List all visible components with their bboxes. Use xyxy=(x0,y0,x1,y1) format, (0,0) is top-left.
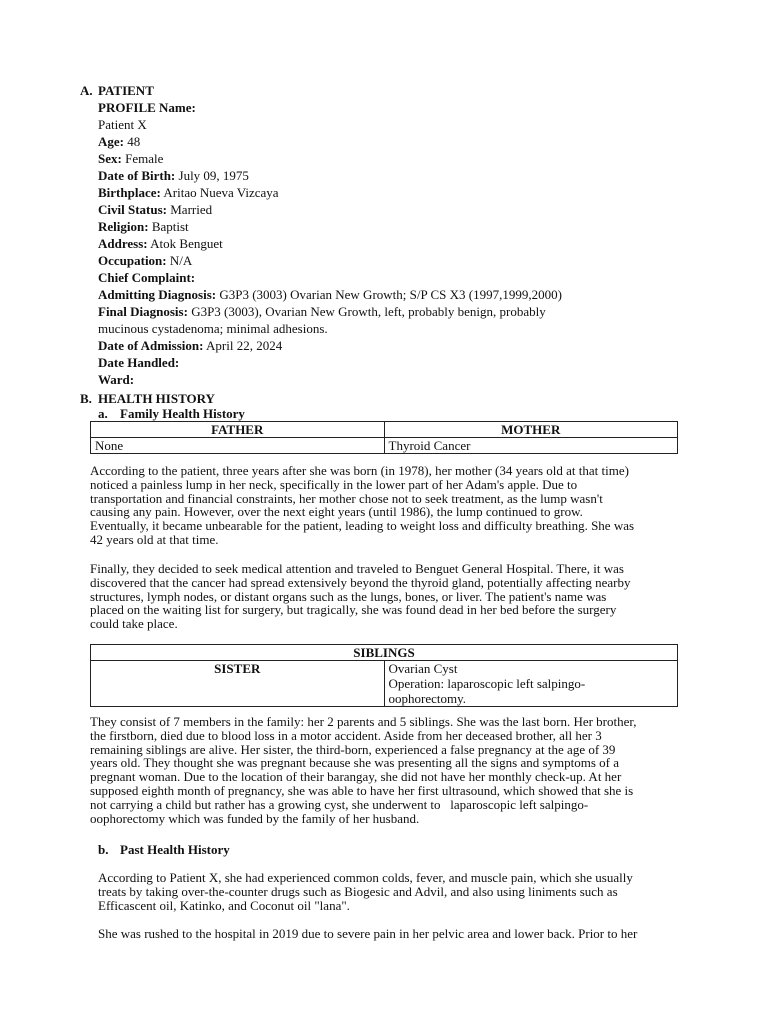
section-a-heading: PATIENT xyxy=(98,83,154,98)
profile-field-row xyxy=(98,287,562,303)
past-health-history-heading: Past Health History xyxy=(120,842,230,857)
family-history-paragraph-1 xyxy=(90,464,634,547)
paragraph-line: oophorectomy which was funded by the family of her husband. xyxy=(90,810,420,826)
mother-cell: Thyroid Cancer xyxy=(384,438,678,454)
past-history-paragraph-1 xyxy=(98,871,633,912)
profile-field-row xyxy=(98,270,195,286)
profile-field-value: Married xyxy=(170,202,213,217)
profile-field-label: Civil Status: xyxy=(98,202,167,217)
siblings-paragraph xyxy=(90,715,636,825)
profile-field-value: N/A xyxy=(169,253,193,268)
paragraph-line: Finally, they decided to seek medical attention and traveled to Benguet General Hospital. There, it was xyxy=(90,561,624,576)
mother-header: MOTHER xyxy=(384,422,678,438)
profile-field-row xyxy=(98,202,212,218)
profile-field-row xyxy=(98,338,282,354)
paragraph-line: noticed a painless lump in her neck, specifically in the lower part of her Adam's apple. Due to xyxy=(90,476,578,492)
section-b-heading: HEALTH HISTORY xyxy=(98,391,215,406)
sister-operation: Operation: laparoscopic left salpingo- xyxy=(388,676,586,691)
profile-field-label: Occupation: xyxy=(98,253,167,268)
profile-field-label: Religion: xyxy=(98,219,149,234)
paragraph-line: According to the patient, three years after she was born (in 1978), her mother (34 years old at that time) xyxy=(90,463,629,478)
parents-table-row xyxy=(91,438,678,454)
siblings-table-row xyxy=(91,661,678,707)
paragraph-line: structures, lymph nodes, or distant organs such as the lungs, bones, or liver. The patient's name was xyxy=(90,588,607,604)
family-health-history-heading: Family Health History xyxy=(120,406,245,421)
profile-field-value: G3P3 (3003) Ovarian New Growth; S/P CS X3 (1997,1999,2000) xyxy=(219,287,562,302)
paragraph-line: supposed eighth month of pregnancy, she was able to have her first ultrasound, which showed that she is xyxy=(90,782,634,798)
subsection-a-letter: a. xyxy=(98,406,108,421)
profile-field-row xyxy=(98,219,189,235)
patient-name-value: Patient X xyxy=(98,117,147,132)
profile-field-row xyxy=(98,355,179,371)
profile-field-row xyxy=(98,134,140,150)
paragraph-line: not carrying a child but rather has a growing cyst, she underwent to laparoscopic left salpingo- xyxy=(90,796,589,812)
profile-field-row xyxy=(98,253,192,269)
sister-details-cell xyxy=(384,661,678,707)
profile-field-label: Admitting Diagnosis: xyxy=(98,287,217,302)
sister-cell: SISTER xyxy=(91,661,385,707)
paragraph-line: years old. They thought she was pregnant because she was presenting all the signs and symptoms of a xyxy=(90,755,620,771)
subsection-b-letter: b. xyxy=(98,842,109,857)
profile-field-label: Date of Admission: xyxy=(98,338,204,353)
parents-table-header-row xyxy=(91,422,678,438)
profile-field-value: Atok Benguet xyxy=(150,236,223,251)
profile-field-value: Female xyxy=(125,151,164,166)
paragraph-line: Eventually, it became unbearable for the patient, leading to weight loss and difficulty breathing. She was xyxy=(90,518,635,534)
profile-field-value: G3P3 (3003), Ovarian New Growth, left, probably benign, probably xyxy=(191,304,546,319)
past-history-paragraph-2 xyxy=(98,927,637,941)
siblings-table xyxy=(90,644,678,707)
profile-field-label: Age: xyxy=(98,134,124,149)
section-a-letter: A. xyxy=(80,83,93,98)
profile-field-label: Chief Complaint: xyxy=(98,270,196,285)
paragraph-line: According to Patient X, she had experienced common colds, fever, and muscle pain, which she usually xyxy=(98,870,633,885)
profile-field-label: Date of Birth: xyxy=(98,168,176,183)
profile-field-row xyxy=(98,372,134,388)
profile-field-value: 48 xyxy=(127,134,141,149)
parents-table xyxy=(90,421,678,454)
profile-field-label: Sex: xyxy=(98,151,122,166)
paragraph-line: transportation and financial constraints, her mother chose not to seek treatment, as the lump wasn't xyxy=(90,490,603,506)
family-history-paragraph-2 xyxy=(90,562,631,631)
sister-operation-cont: oophorectomy. xyxy=(388,691,466,706)
paragraph-line: remaining siblings are alive. Her sister, the third-born, experienced a false pregnancy at the age of 39 xyxy=(90,741,616,757)
profile-field-label: Final Diagnosis: xyxy=(98,304,188,319)
profile-field-value: Baptist xyxy=(151,219,189,234)
profile-field-value: Aritao Nueva Vizcaya xyxy=(163,185,279,200)
paragraph-line: discovered that the cancer had spread extensively beyond the thyroid gland, potentially affecting nearby xyxy=(90,574,631,590)
sister-condition: Ovarian Cyst xyxy=(388,661,458,676)
paragraph-line: 42 years old at that time. xyxy=(90,531,219,547)
paragraph-line: They consist of 7 members in the family: her 2 parents and 5 siblings. She was the last born. Her brother, xyxy=(90,714,637,729)
profile-field-row xyxy=(98,304,546,320)
profile-field-row xyxy=(98,236,223,252)
section-b-letter: B. xyxy=(80,391,92,406)
profile-field-value: July 09, 1975 xyxy=(178,168,249,183)
profile-field-label: Ward: xyxy=(98,372,135,387)
paragraph-line: could take place. xyxy=(90,616,178,632)
paragraph-line: pregnant woman. Due to the location of their barangay, she did not have her monthly check-up. At her xyxy=(90,769,622,785)
profile-field-row xyxy=(98,168,249,184)
paragraph-line: placed on the waiting list for surgery, but tragically, she was found dead in her bed before the surgery xyxy=(90,602,617,618)
profile-field-label: Address: xyxy=(98,236,148,251)
final-diagnosis-continuation: mucinous cystadenoma; minimal adhesions. xyxy=(98,321,328,336)
paragraph-line: causing any pain. However, over the next eight years (until 1986), the lump continued to grow. xyxy=(90,504,583,520)
profile-field-row xyxy=(98,151,163,167)
siblings-header: SIBLINGS xyxy=(91,645,678,661)
profile-field-label: Birthplace: xyxy=(98,185,161,200)
paragraph-line: treats by taking over-the-counter drugs such as Biogesic and Advil, and also using liniments such as xyxy=(98,883,618,899)
profile-field-label: Date Handled: xyxy=(98,355,180,370)
father-header: FATHER xyxy=(91,422,385,438)
profile-field-row xyxy=(98,185,279,201)
siblings-table-header-row xyxy=(91,645,678,661)
profile-field-value: April 22, 2024 xyxy=(206,338,283,353)
father-cell: None xyxy=(91,438,385,454)
profile-name-label: PROFILE Name: xyxy=(98,100,196,115)
paragraph-line: Efficascent oil, Katinko, and Coconut oil "lana". xyxy=(98,897,350,913)
paragraph-line: She was rushed to the hospital in 2019 due to severe pain in her pelvic area and lower back. Prior to her xyxy=(98,926,638,941)
paragraph-line: the firstborn, died due to blood loss in a motor accident. Aside from her deceased brother, all her 3 xyxy=(90,727,602,743)
